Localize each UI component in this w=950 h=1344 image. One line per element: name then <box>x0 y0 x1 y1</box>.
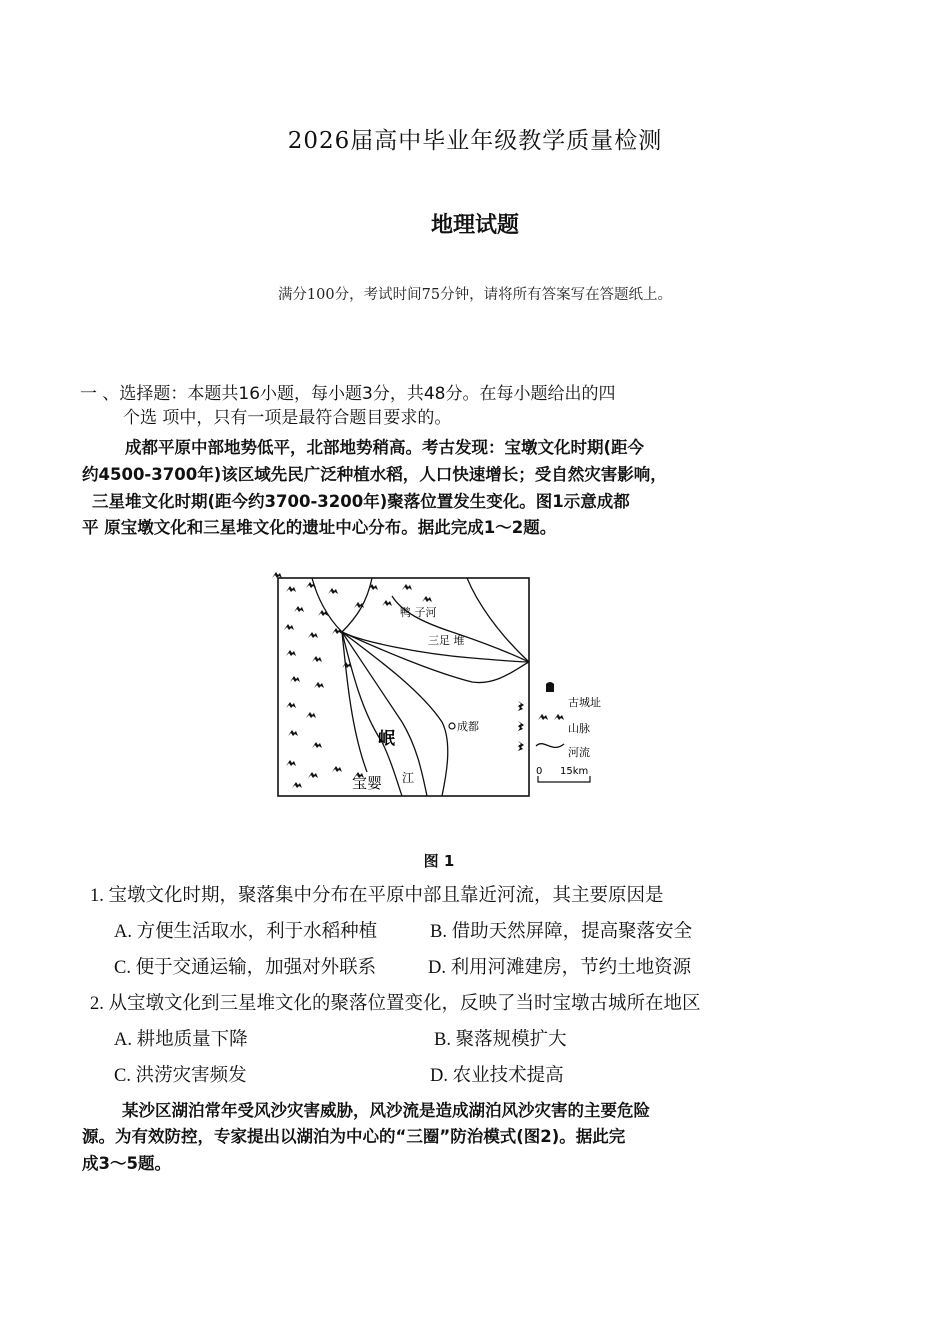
label-min: 岷 <box>378 729 395 749</box>
legend-mountain: 山脉 <box>568 722 590 735</box>
section-heading-line1: 一 、选择题：本题共16小题，每小题3分，共48分。在每小题给出的四 <box>80 384 616 404</box>
legend-city: 古城址 <box>568 696 601 709</box>
passage1-line3: 三星堆文化时期(距今约3700-3200年)聚落位置发生变化。图1示意成都 <box>92 492 630 511</box>
figure-caption: 图 1 <box>423 852 455 870</box>
label-chengdu: 成都 <box>457 720 479 733</box>
legend-mountain-icon <box>538 714 564 720</box>
question-1-option-d: D. 利用河滩建房，节约土地资源 <box>428 958 692 978</box>
label-jiang: 江 <box>402 771 415 785</box>
question-2-option-d: D. 农业技术提高 <box>430 1066 564 1086</box>
passage1-line2: 约4500-3700年)该区域先民广泛种植水稻，人口快速增长；受自然灾害影响， <box>82 465 667 484</box>
chengdu-plain-map <box>272 572 617 804</box>
exam-title: 2026届高中毕业年级教学质量检测 <box>287 128 663 154</box>
question-1-option-c: C. 便于交通运输，加强对外联系 <box>114 958 377 978</box>
legend-scale-0: 0 <box>536 766 543 777</box>
legend-city-icon <box>546 682 554 692</box>
passage1-line4: 平 原宝墩文化和三星堆文化的遗址中心分布。据此完成1～2题。 <box>82 518 557 537</box>
question-2-option-b: B. 聚落规模扩大 <box>434 1030 567 1050</box>
exam-note: 满分100分，考试时间75分钟，请将所有答案写在答题纸上。 <box>277 287 673 303</box>
map-legend <box>536 682 601 782</box>
question-2-option-a: A. 耕地质量下降 <box>114 1030 248 1050</box>
legend-river: 河流 <box>568 746 590 759</box>
question-1-option-b: B. 借助天然屏障，提高聚落安全 <box>430 922 693 942</box>
question-2-option-c: C. 洪涝灾害频发 <box>114 1066 247 1086</box>
legend-river-icon <box>536 744 564 748</box>
passage2-line2: 源。为有效防控，专家提出以湖泊为中心的“三圈”防治模式(图2)。据此完 <box>82 1127 626 1146</box>
passage2-line1: 某沙区湖泊常年受风沙灾害威胁，风沙流是造成湖泊风沙灾害的主要危险 <box>122 1101 650 1120</box>
section-heading-line2: 个选 项中，只有一项是最符合题目要求的。 <box>123 408 452 428</box>
question-1-option-a: A. 方便生活取水，利于水稻种植 <box>114 922 378 942</box>
label-yazi-river: 鸭 子河 <box>400 606 437 619</box>
label-sanxingdui: 三足 堆 <box>428 634 465 647</box>
label-baoying: 宝婴 <box>352 774 383 792</box>
passage2-line3: 成3～5题。 <box>82 1154 171 1173</box>
passage1-line1: 成都平原中部地势低平，北部地势稍高。考古发现：宝墩文化时期(距今 <box>125 438 645 457</box>
subject-title: 地理试题 <box>430 213 519 238</box>
legend-scale-15: 15km <box>560 766 589 777</box>
question-1-stem: 1. 宝墩文化时期，聚落集中分布在平原中部且靠近河流，其主要原因是 <box>90 886 664 906</box>
question-2-stem: 2. 从宝墩文化到三星堆文化的聚落位置变化，反映了当时宝墩古城所在地区 <box>90 994 701 1014</box>
